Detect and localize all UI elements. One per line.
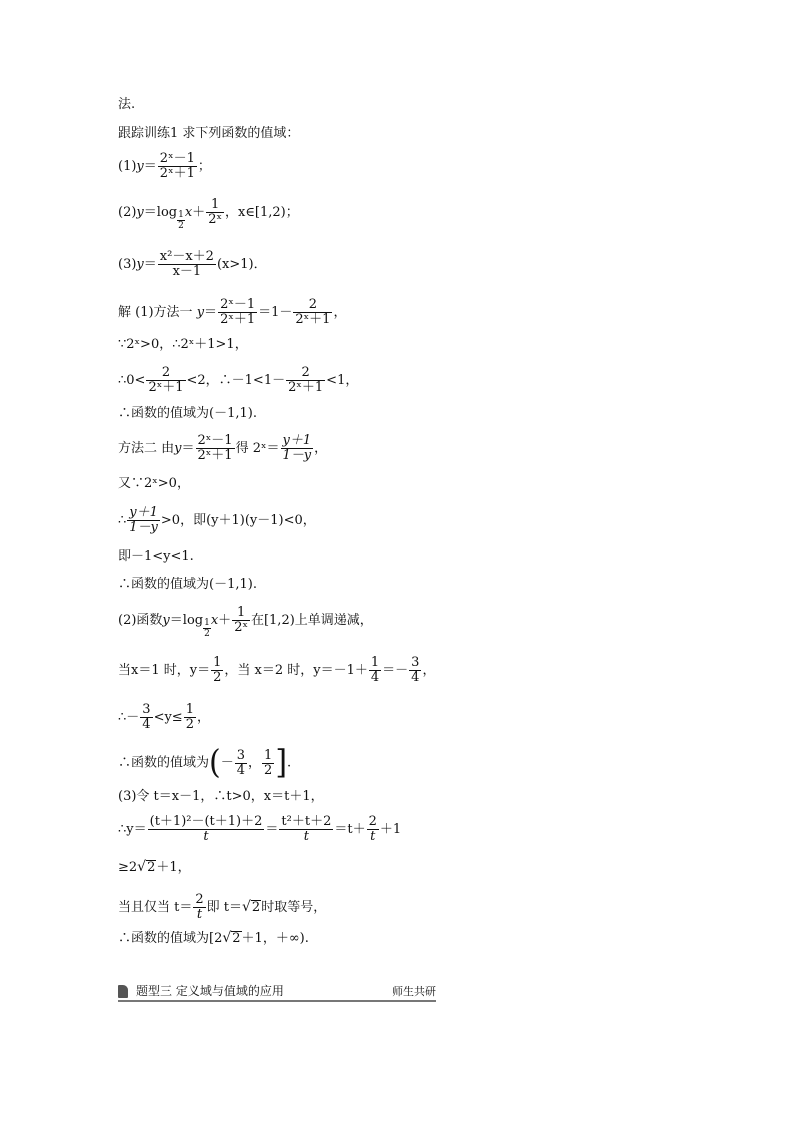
problem-3: (3)y＝ $\frac{\text{x²－x＋2}}{x-1}$ (x>1)． (118, 249, 267, 279)
solution-line: ∴函数的值域为(－ $\frac{3}{4}$ ， $\frac{1}{2}$ ]. (118, 743, 292, 782)
solution-line: ∴－ $\frac{3}{4}$ <y≤ $\frac{1}{2}$ ， (118, 702, 210, 732)
solution-line: ∴0< $\frac{2}{\text{2ˣ＋1}}$ <2，∴－1<1－ $\frac{2}{\text{2ˣ＋1}}$ <1， (118, 365, 359, 395)
log-base: $\frac{1}{2}$ (178, 210, 184, 231)
section-header (118, 984, 436, 1002)
solution-line: 即－1<y<1. (118, 549, 194, 564)
solution-line: ∴函数的值域为[2√2＋1，＋∞). (118, 930, 309, 946)
section-tag: 师生共研 (392, 985, 436, 998)
solution-line: 当x＝1 时，y＝ $\frac{1}{2}$ ，当 x＝2 时，y＝－1＋ $\frac{1}{4}$ ＝－ $\frac{3}{4}$ ， (118, 655, 436, 685)
solution-line: (2)函数y＝log $\frac{1}{2}$ x＋ $\frac{1}{\text{2ˣ}}$ 在[1,2)上单调递减， (118, 605, 373, 639)
solution-line: ∴函数的值域为(－1,1). (118, 406, 257, 421)
text-line: 法. (118, 97, 136, 112)
solution-line: 当且仅当 t＝ $\frac{2}{t}$ 即 t＝√2时取等号， (118, 892, 327, 922)
solution-line: ∴函数的值域为(－1,1). (118, 577, 257, 592)
solution-line: ∵2ˣ>0，∴2ˣ＋1>1， (118, 337, 248, 352)
problem-1: (1)y＝ $\frac{\text{2ˣ－1}}{\text{2ˣ＋1}}$ ； (118, 151, 211, 181)
solution-line: ∴ $\frac{y+1}{1-y}$ >0，即(y＋1)(y－1)<0， (118, 505, 316, 535)
problem-2: (2)y＝log $\frac{1}{2}$ x＋ $\frac{1}{\text{2ˣ}}$ ，x∈[1,2)； (118, 197, 299, 231)
fraction: $\frac{\text{2ˣ－1}}{\text{2ˣ＋1}}$ (159, 151, 195, 181)
solution-line: (3)令 t＝x－1，∴t>0，x＝t＋1， (118, 789, 324, 804)
solution-line: 解 (1)方法一 y＝ $\frac{\text{2ˣ－1}}{\text{2ˣ＋1}}$ ＝1－ $\frac{2}{\text{2ˣ＋1}}$ ， (118, 297, 347, 327)
solution-line: ≥2√2＋1， (118, 859, 191, 875)
exercise-heading: 跟踪训练1 求下列函数的值域： (118, 126, 300, 141)
solution-line: 又∵2ˣ>0， (118, 476, 190, 491)
bookmark-icon (118, 985, 128, 998)
solution-line: 方法二 由y＝ $\frac{\text{2ˣ－1}}{\text{2ˣ＋1}}$ 得 2ˣ＝ $\frac{y+1}{1-y}$ ， (118, 433, 328, 463)
section-title: 题型三 定义域与值域的应用 (136, 984, 284, 998)
solution-line: ∴y＝ $\frac{\text{(t＋1)²－(t＋1)＋2}}{t}$ ＝ $\frac{\text{t²＋t＋2}}{t}$ ＝t＋ $\frac{2}{t}$ ＋1 (118, 814, 402, 844)
